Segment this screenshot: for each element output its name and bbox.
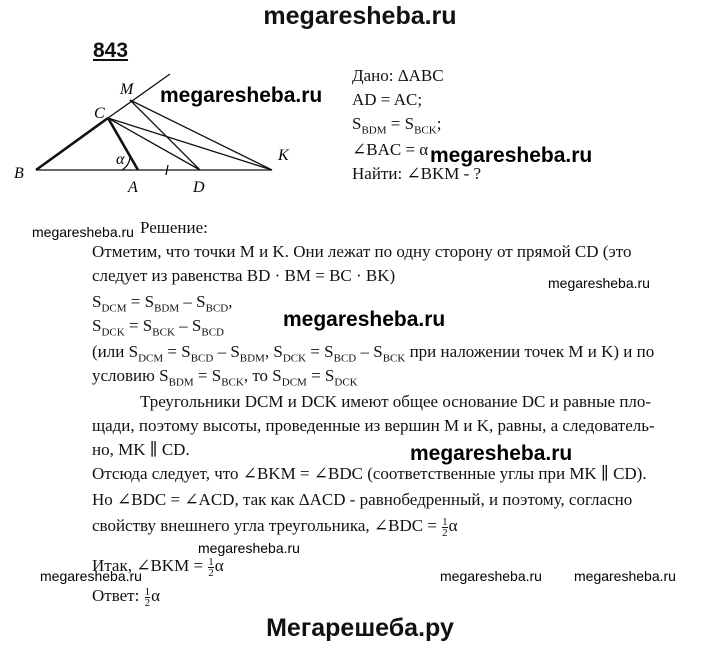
label-c: C xyxy=(94,105,105,122)
watermark: megaresheba.ru xyxy=(574,568,676,584)
watermark: megaresheba.ru xyxy=(283,308,446,331)
solution-line-1: Отметим, что точки M и K. Они лежат по одну сторону от прямой CD (это xyxy=(92,242,632,261)
solution-line-5: (или $S_{DCM} = S_{BCD} - S_{BDM}$, $S_{DCK} = S_{BCD} - S_{BCK}$ при наложении точек M и K) и по xyxy=(92,342,655,365)
solution-line-4: $S_{DCK} = S_{BCK} - S_{BCD}$ xyxy=(92,316,224,339)
solution-line-6: условию $S_{BDM} = S_{BCK}$, то $S_{DCM} = S_{DCK}$ xyxy=(92,366,358,389)
label-k: K xyxy=(278,147,289,164)
watermark: megaresheba.ru xyxy=(548,275,650,291)
solution-line-3: $S_{DCM} = S_{BDM} - S_{BCD}$, xyxy=(92,292,233,315)
given-line-4: ∠BAC = α xyxy=(352,140,429,159)
answer-line: Ответ: $\frac{1}{2}$ α xyxy=(92,585,161,609)
solution-line-8: щади, поэтому высоты, проведенные из вершин M и K, равны, а следователь- xyxy=(92,416,655,435)
solution-line-7: Треугольники DCM и DCK имеют общее основание DC и равные пло- xyxy=(140,392,652,411)
solution-title: Решение: xyxy=(140,218,208,237)
solution-line-2: следует из равенства BD · BM = BC · BK) xyxy=(92,266,396,285)
label-m: M xyxy=(120,81,134,98)
watermark: megaresheba.ru xyxy=(198,540,300,556)
fraction-half: $\frac{1}{2}$ xyxy=(144,585,151,609)
given-line-3: $S_{BDM} = S_{BCK}$; xyxy=(352,114,442,137)
watermark: megaresheba.ru xyxy=(40,568,142,584)
solution-line-13: Итак, ∠BKM = $\frac{1}{2}$ α xyxy=(92,555,224,579)
label-a: A xyxy=(128,179,138,194)
solution-line-11: Но ∠BDC = ∠ACD, так как ΔACD - равнобедренный, и поэтому, согласно xyxy=(92,490,633,509)
watermark: megaresheba.ru xyxy=(440,568,542,584)
given-line-2: AD = AC; xyxy=(352,90,423,109)
watermark: megaresheba.ru xyxy=(32,224,134,240)
site-header: megaresheba.ru xyxy=(263,2,457,30)
line-mk xyxy=(130,100,272,170)
solution-line-10: Отсюда следует, что ∠BKM = ∠BDC (соответственные углы при MK ∥ CD). xyxy=(92,464,647,483)
problem-number: 843 xyxy=(93,39,129,62)
label-alpha: α xyxy=(116,151,125,168)
solution-line-12: свойству внешнего угла треугольника, ∠BDC = $\frac{1}{2}$ α xyxy=(92,515,458,539)
given-line-5: Найти: ∠BKM - ? xyxy=(352,164,482,183)
label-d: D xyxy=(193,179,205,194)
fraction-half: $\frac{1}{2}$ xyxy=(208,555,214,579)
given-line-1: Дано: ΔABC xyxy=(352,66,444,85)
fraction-half: $\frac{1}{2}$ xyxy=(442,515,448,539)
watermark: megaresheba.ru xyxy=(410,442,573,465)
solution-line-9: но, MK ∥ CD. xyxy=(92,440,190,459)
watermark: megaresheba.ru xyxy=(160,84,323,107)
watermark: megaresheba.ru xyxy=(430,144,593,167)
line-md xyxy=(130,100,200,170)
label-b: B xyxy=(14,165,24,182)
site-footer: Мегарешеба.ру xyxy=(266,614,454,642)
line-bc xyxy=(36,118,108,170)
